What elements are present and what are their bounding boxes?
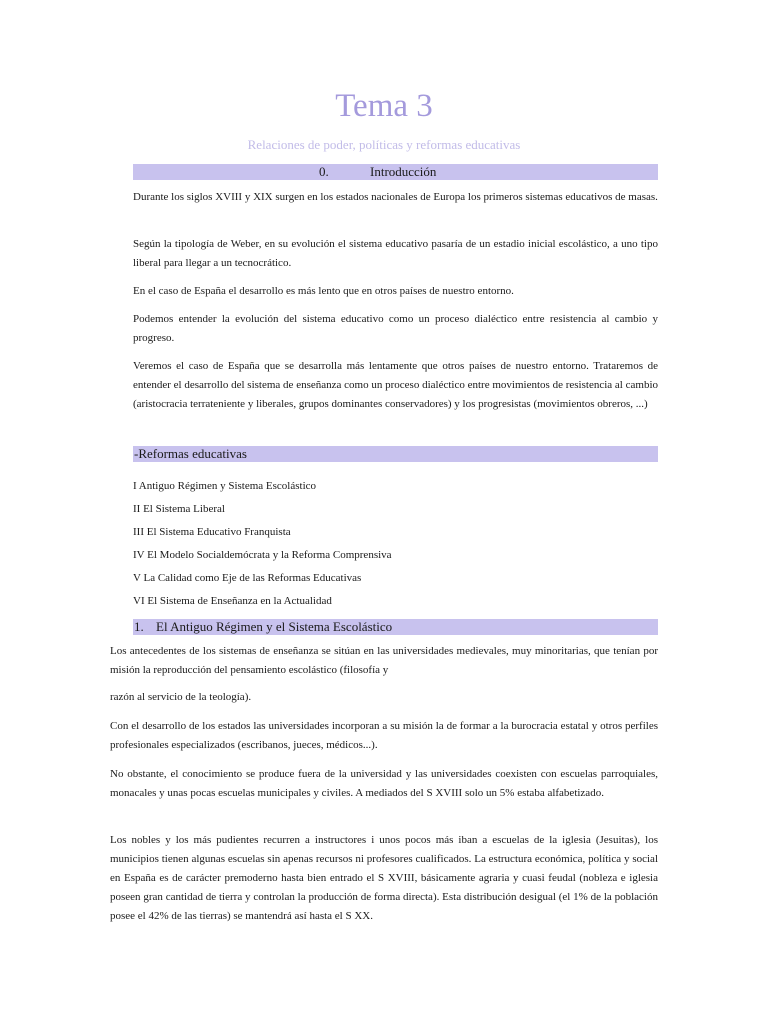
list-item: IV El Modelo Socialdemócrata y la Reforma Comprensiva bbox=[133, 549, 392, 561]
section-number: 1. bbox=[134, 619, 144, 634]
document-title: Tema 3 bbox=[335, 88, 433, 124]
paragraph: Los antecedentes de los sistemas de enseñanza se sitúan en las universidades medievales, muy minoritarias, que tenían por misión la reproducción del pensamiento escolástico (filosofía y bbox=[110, 645, 658, 676]
paragraph: Durante los siglos XVIII y XIX surgen en los estados nacionales de Europa los primeros sistemas educativos de masas. bbox=[133, 191, 658, 203]
paragraph: Según la tipología de Weber, en su evolución el sistema educativo pasaría de un estadio inicial escolástico, a uno tipo liberal para llegar a un tecnocrático. bbox=[133, 238, 658, 269]
paragraph: Veremos el caso de España que se desarrolla más lentamente que otros países de nuestro entorno. Trataremos de entender el desarrollo del sistema de enseñanza como un proceso dialéctico entre movimientos de resistencia al cambio (aristocracia terrateniente y liberales, grupos dominantes conservadores) y los progresistas (movimientos obreros, ...) bbox=[133, 360, 658, 410]
paragraph: Los nobles y los más pudientes recurren a instructores i unos pocos más iban a escuelas de la iglesia (Jesuitas), los municipios tienen algunas escuelas sin apenas recursos ni profesores cualificados. La estructura económica, política y social en España es de carácter premoderno hasta bien entrado el S XVIII, básicamente agraria y cuasi feudal (nobleza e iglesia poseen gran cantidad de tierra y controlan la producción de forma directa). Esta distribución desigual (el 1% de la población posee el 42% de las tierras) se mantendrá así hasta el S XX. bbox=[110, 834, 658, 922]
document-subtitle: Relaciones de poder, políticas y reformas educativas bbox=[247, 137, 521, 152]
paragraph: Con el desarrollo de los estados las universidades incorporan a su misión la de formar a la burocracia estatal y otros perfiles profesionales especializados (escribanos, jueces, médicos...). bbox=[110, 720, 658, 751]
section-heading-antiguo-regimen bbox=[133, 619, 658, 635]
section-heading-introduccion bbox=[133, 164, 658, 180]
list-item: I Antiguo Régimen y Sistema Escolástico bbox=[133, 480, 317, 492]
paragraph: razón al servicio de la teología). bbox=[110, 691, 252, 703]
paragraph: En el caso de España el desarrollo es más lento que en otros países de nuestro entorno. bbox=[133, 285, 514, 297]
list-item: III El Sistema Educativo Franquista bbox=[133, 526, 291, 538]
section-title: Introducción bbox=[370, 164, 437, 179]
section-title: El Antiguo Régimen y el Sistema Escolástico bbox=[156, 619, 393, 634]
paragraph: No obstante, el conocimiento se produce fuera de la universidad y las universidades coexisten con escuelas parroquiales, monacales y unas pocas escuelas municipales y civiles. A mediados del S XVIII solo un 5% estaba alfabetizado. bbox=[110, 768, 658, 799]
section-number: 0. bbox=[319, 164, 329, 179]
paragraph: Podemos entender la evolución del sistema educativo como un proceso dialéctico entre resistencia al cambio y progreso. bbox=[133, 313, 658, 344]
list-item: V La Calidad como Eje de las Reformas Educativas bbox=[133, 572, 362, 584]
list-item: II El Sistema Liberal bbox=[133, 503, 225, 515]
list-item: VI El Sistema de Enseñanza en la Actualidad bbox=[133, 595, 332, 607]
section-title: -Reformas educativas bbox=[134, 446, 247, 461]
section-heading-reformas bbox=[133, 446, 658, 462]
